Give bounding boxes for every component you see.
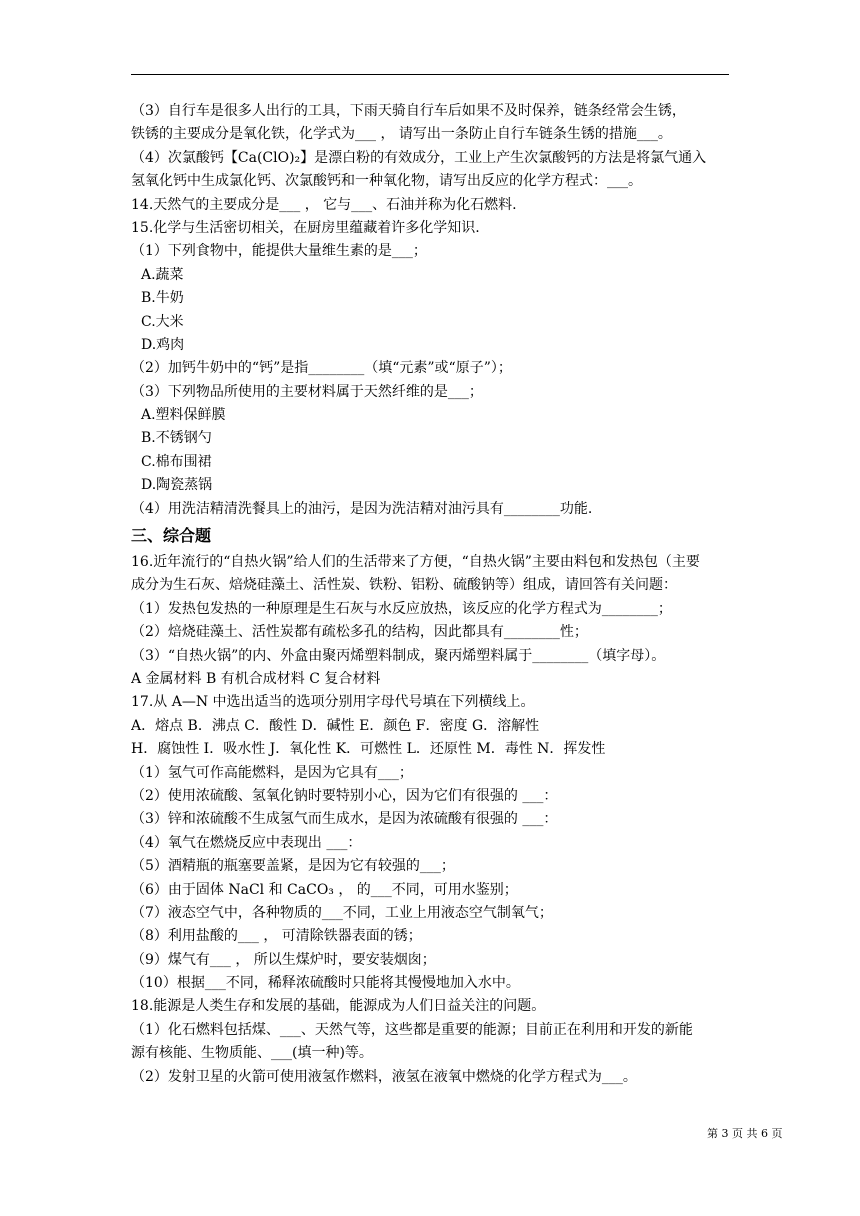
question-18: 18.能源是人类生存和发展的基础，能源成为人们日益关注的问题。: [131, 998, 546, 1015]
option-line: D.陶瓷蒸锅: [141, 477, 213, 494]
text-line: （7）液态空气中，各种物质的___不同，工业上用液态空气制氧气；: [131, 904, 553, 921]
text-line: （3）下列物品所使用的主要材料属于天然纤维的是___；: [131, 383, 483, 400]
text-line: （6）由于固体 NaCl 和 CaCO₃ ， 的___不同，可用水鉴别；: [131, 881, 518, 898]
text-line: （4）次氯酸钙【Ca(ClO)₂】是漂白粉的有效成分，工业上产生次氯酸钙的方法是将氯气通入: [131, 149, 707, 166]
option-line: D.鸡肉: [141, 336, 185, 353]
text-line: （8）利用盐酸的___ ， 可清除铁器表面的锈；: [131, 928, 422, 945]
text-line: （9）煤气有___ ， 所以生煤炉时，要安装烟囱；: [131, 951, 436, 968]
text-line: （5）酒精瓶的瓶塞要盖紧，是因为它有较强的___；: [131, 858, 455, 875]
option-line: H．腐蚀性 I．吸水性 J．氧化性 K．可燃性 L．还原性 M．毒性 N．挥发性: [131, 741, 606, 758]
text-line: 成分为生石灰、焙烧硅藻土、活性炭、铁粉、铝粉、硫酸钠等）组成，请回答有关问题：: [131, 577, 677, 594]
option-line: A 金属材料 B 有机合成材料 C 复合材料: [131, 670, 381, 687]
text-line: （1）发热包发热的一种原理是生石灰与水反应放热，该反应的化学方程式为________；: [131, 600, 672, 617]
text-line: （1）下列食物中，能提供大量维生素的是___；: [131, 243, 427, 260]
text-line: （2）发射卫星的火箭可使用液氢作燃料，液氢在液氧中燃烧的化学方程式为___。: [131, 1068, 637, 1085]
option-line: B.牛奶: [141, 290, 184, 307]
text-line: （4）氧气在燃烧反应中表现出 ___：: [131, 834, 362, 851]
text-line: （3）“自热火锅”的内、外盒由聚丙烯塑料制成，聚丙烯塑料属于________（填字母）。: [131, 647, 666, 664]
text-line: （3）自行车是很多人出行的工具，下雨天骑自行车后如果不及时保养，链条经常会生锈，: [131, 103, 686, 119]
text-line: 铁锈的主要成分是氧化铁，化学式为___ ， 请写出一条防止自行车链条生锈的措施___。: [131, 126, 672, 143]
text-line: （4）用洗洁精清洗餐具上的油污，是因为洗洁精对油污具有________功能.: [131, 500, 593, 517]
section-heading: 三、综合题: [131, 526, 212, 546]
text-line: （10）根据___不同，稀释浓硫酸时只能将其慢慢地加入水中。: [131, 975, 520, 992]
question-15: 15.化学与生活密切相关，在厨房里蕴藏着许多化学知识.: [131, 219, 480, 236]
option-line: C.棉布围裙: [141, 453, 212, 470]
question-17: 17.从 A—N 中选出适当的选项分别用字母代号填在下列横线上。: [131, 694, 535, 711]
question-16: 16.近年流行的“自热火锅”给人们的生活带来了方便，“自热火锅”主要由料包和发热包（主要: [131, 554, 700, 571]
page-number: 第 3 页 共 6 页: [707, 1127, 783, 1140]
header-rule: [131, 74, 729, 75]
text-line: （2）加钙牛奶中的“钙”是指________（填“元素”或“原子”）；: [131, 360, 512, 377]
text-line: 源有核能、生物质能、___(填一种)等。: [131, 1045, 373, 1062]
option-line: A.蔬菜: [141, 266, 184, 283]
text-line: （1）化石燃料包括煤、___、天然气等，这些都是重要的能源；目前正在利用和开发的新能: [131, 1021, 693, 1038]
text-line: 氢氧化钙中生成氯化钙、次氯酸钙和一种氧化物，请写出反应的化学方程式：___。: [131, 173, 642, 190]
text-line: （2）使用浓硫酸、氢氧化钠时要特别小心，因为它们有很强的 ___：: [131, 787, 558, 804]
page-content: [131, 100, 731, 1089]
text-line: （1）氢气可作高能燃料，是因为它具有___；: [131, 764, 413, 781]
option-line: A．熔点 B．沸点 C．酸性 D．碱性 E．颜色 F．密度 G．溶解性: [131, 717, 540, 734]
text-line: （2）焙烧硅藻土、活性炭都有疏松多孔的结构，因此都具有________性；: [131, 624, 588, 641]
question-14: 14.天然气的主要成分是___ ， 它与___、石油并称为化石燃料.: [131, 196, 517, 213]
option-line: A.塑料保鲜膜: [141, 407, 226, 424]
option-line: C.大米: [141, 313, 184, 330]
option-line: B.不锈钢勺: [141, 430, 212, 447]
text-line: （3）锌和浓硫酸不生成氢气而生成水，是因为浓硫酸有很强的 ___：: [131, 811, 558, 828]
